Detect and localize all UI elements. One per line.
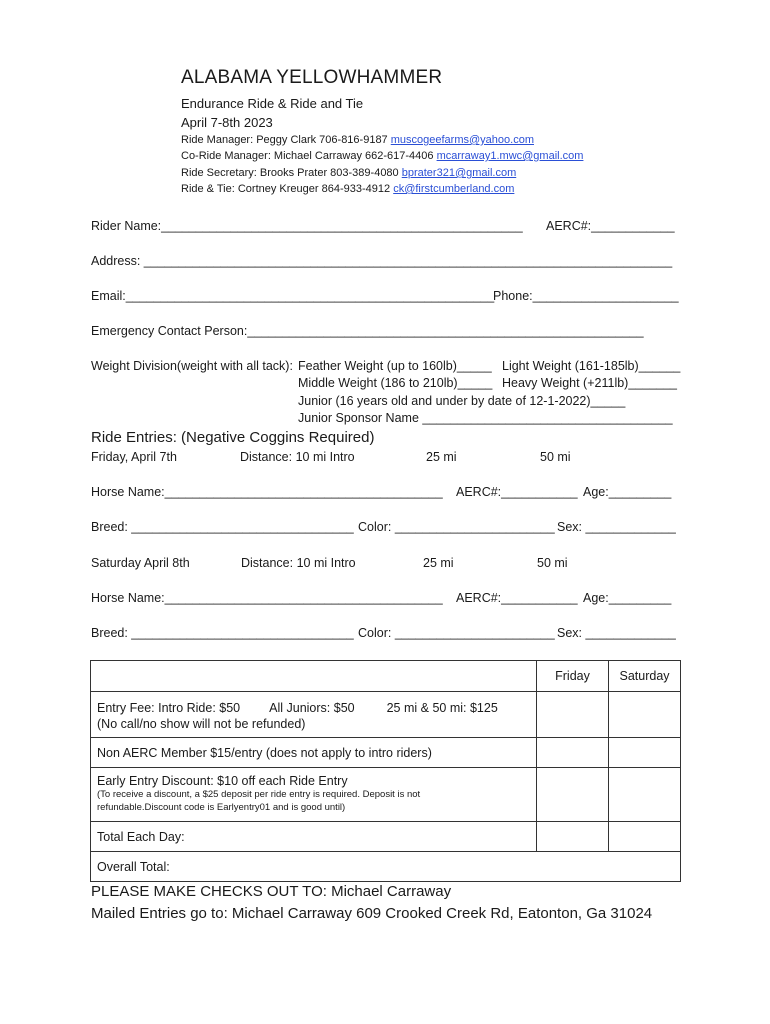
- saturday-breed-field[interactable]: Breed: ________________________________: [91, 626, 354, 640]
- saturday-color-field[interactable]: Color: _______________________: [358, 626, 555, 640]
- non-aerc-label: Non AERC Member $15/entry (does not apply to intro riders): [91, 738, 537, 768]
- total-day-friday-cell[interactable]: [537, 822, 609, 852]
- early-entry-row: [91, 768, 681, 822]
- total-day-row: [91, 822, 681, 852]
- email-link[interactable]: mcarraway1.mwc@gmail.com: [436, 150, 584, 162]
- junior-option[interactable]: Junior (16 years old and under by date of 12-1-2022)_____: [298, 394, 626, 408]
- overall-total-label: Overall Total:: [91, 852, 681, 882]
- entry-fee-juniors: All Juniors: $50: [269, 701, 355, 715]
- contact-ride-and-tie: [181, 183, 514, 195]
- rider-name-field[interactable]: Rider Name:____________________________________________________: [91, 219, 523, 233]
- mailing-address-note: Mailed Entries go to: Michael Carraway 609 Crooked Creek Rd, Eatonton, Ga 31024: [91, 905, 653, 922]
- col-saturday: Saturday: [609, 661, 681, 692]
- friday-horse-name-field[interactable]: Horse Name:________________________________________: [91, 485, 443, 499]
- saturday-distance-25[interactable]: 25 mi: [423, 556, 454, 570]
- email-link[interactable]: muscogeefarms@yahoo.com: [390, 134, 534, 146]
- junior-sponsor-field[interactable]: Junior Sponsor Name ____________________________________: [298, 411, 673, 425]
- non-aerc-saturday-cell[interactable]: [609, 738, 681, 768]
- contact-label: Ride Manager: Peggy Clark 706-816-9187: [181, 134, 391, 146]
- entry-fee-note: (No call/no show will not be refunded): [97, 717, 306, 731]
- entry-fee-cell: [91, 692, 537, 738]
- friday-horse-aerc-field[interactable]: AERC#:___________: [456, 485, 578, 499]
- weight-division-label: Weight Division(weight with all tack):: [91, 359, 293, 373]
- email-field[interactable]: Email:_____________________________________________________: [91, 289, 495, 303]
- fees-header-row: [91, 661, 681, 692]
- early-entry-friday-cell[interactable]: [537, 768, 609, 822]
- friday-day-label: Friday, April 7th: [91, 450, 177, 464]
- fees-table: [90, 660, 681, 882]
- friday-breed-field[interactable]: Breed: ________________________________: [91, 520, 354, 534]
- friday-distance-25[interactable]: 25 mi: [426, 450, 457, 464]
- entry-fee-saturday-cell[interactable]: [609, 692, 681, 738]
- feather-weight-option[interactable]: Feather Weight (up to 160lb)_____: [298, 359, 492, 373]
- saturday-distance-intro[interactable]: Distance: 10 mi Intro: [241, 556, 356, 570]
- total-day-label: Total Each Day:: [91, 822, 537, 852]
- friday-distance-intro[interactable]: Distance: 10 mi Intro: [240, 450, 355, 464]
- contact-ride-manager: [181, 134, 534, 146]
- early-entry-saturday-cell[interactable]: [609, 768, 681, 822]
- early-entry-note-line1: (To receive a discount, a $25 deposit per ride entry is required. Deposit is not: [97, 789, 421, 800]
- entry-fee-intro: Entry Fee: Intro Ride: $50: [97, 701, 241, 715]
- col-friday: Friday: [537, 661, 609, 692]
- entry-fee-friday-cell[interactable]: [537, 692, 609, 738]
- contact-co-ride-manager: [181, 150, 583, 162]
- early-entry-note-line2: refundable.Discount code is Earlyentry01 and is good until): [97, 802, 346, 813]
- ride-entries-heading: Ride Entries: (Negative Coggins Required): [91, 429, 375, 446]
- total-day-saturday-cell[interactable]: [609, 822, 681, 852]
- friday-horse-age-field[interactable]: Age:_________: [583, 485, 672, 499]
- saturday-sex-field[interactable]: Sex: _____________: [557, 626, 676, 640]
- contact-label: Ride Secretary: Brooks Prater 803-389-4080: [181, 167, 402, 179]
- light-weight-option[interactable]: Light Weight (161-185lb)______: [502, 359, 681, 373]
- contact-label: Ride & Tie: Cortney Kreuger 864-933-4912: [181, 183, 394, 195]
- email-link[interactable]: ck@firstcumberland.com: [393, 183, 515, 195]
- saturday-horse-name-field[interactable]: Horse Name:________________________________________: [91, 591, 443, 605]
- early-entry-title: Early Entry Discount: $10 off each Ride Entry: [97, 774, 348, 788]
- heavy-weight-option[interactable]: Heavy Weight (+211lb)_______: [502, 376, 677, 390]
- email-link[interactable]: bprater321@gmail.com: [401, 167, 517, 179]
- address-field[interactable]: Address: ____________________________________________________________________________: [91, 254, 673, 268]
- entry-fee-row: [91, 692, 681, 738]
- middle-weight-option[interactable]: Middle Weight (186 to 210lb)_____: [298, 376, 493, 390]
- event-subtitle: Endurance Ride & Ride and Tie: [181, 96, 364, 111]
- contact-label: Co-Ride Manager: Michael Carraway 662-617-4406: [181, 150, 437, 162]
- form-title: ALABAMA YELLOWHAMMER: [181, 67, 443, 88]
- entry-fee-25-50: 25 mi & 50 mi: $125: [386, 701, 498, 715]
- event-dates: April 7-8th 2023: [181, 115, 273, 130]
- saturday-distance-50[interactable]: 50 mi: [537, 556, 568, 570]
- friday-color-field[interactable]: Color: _______________________: [358, 520, 555, 534]
- early-entry-cell: [91, 768, 537, 822]
- overall-total-row: [91, 852, 681, 882]
- friday-sex-field[interactable]: Sex: _____________: [557, 520, 676, 534]
- rider-aerc-field[interactable]: AERC#:____________: [546, 219, 675, 233]
- phone-field[interactable]: Phone:_____________________: [493, 289, 679, 303]
- checks-payable-note: PLEASE MAKE CHECKS OUT TO: Michael Carraway: [91, 883, 452, 900]
- entry-fee-line: [97, 701, 530, 715]
- contact-ride-secretary: [181, 167, 516, 179]
- saturday-day-label: Saturday April 8th: [91, 556, 190, 570]
- saturday-horse-aerc-field[interactable]: AERC#:___________: [456, 591, 578, 605]
- non-aerc-row: [91, 738, 681, 768]
- saturday-horse-age-field[interactable]: Age:_________: [583, 591, 672, 605]
- friday-distance-50[interactable]: 50 mi: [540, 450, 571, 464]
- fees-header-blank: [91, 661, 537, 692]
- non-aerc-friday-cell[interactable]: [537, 738, 609, 768]
- emergency-contact-field[interactable]: Emergency Contact Person:_________________________________________________________: [91, 324, 644, 338]
